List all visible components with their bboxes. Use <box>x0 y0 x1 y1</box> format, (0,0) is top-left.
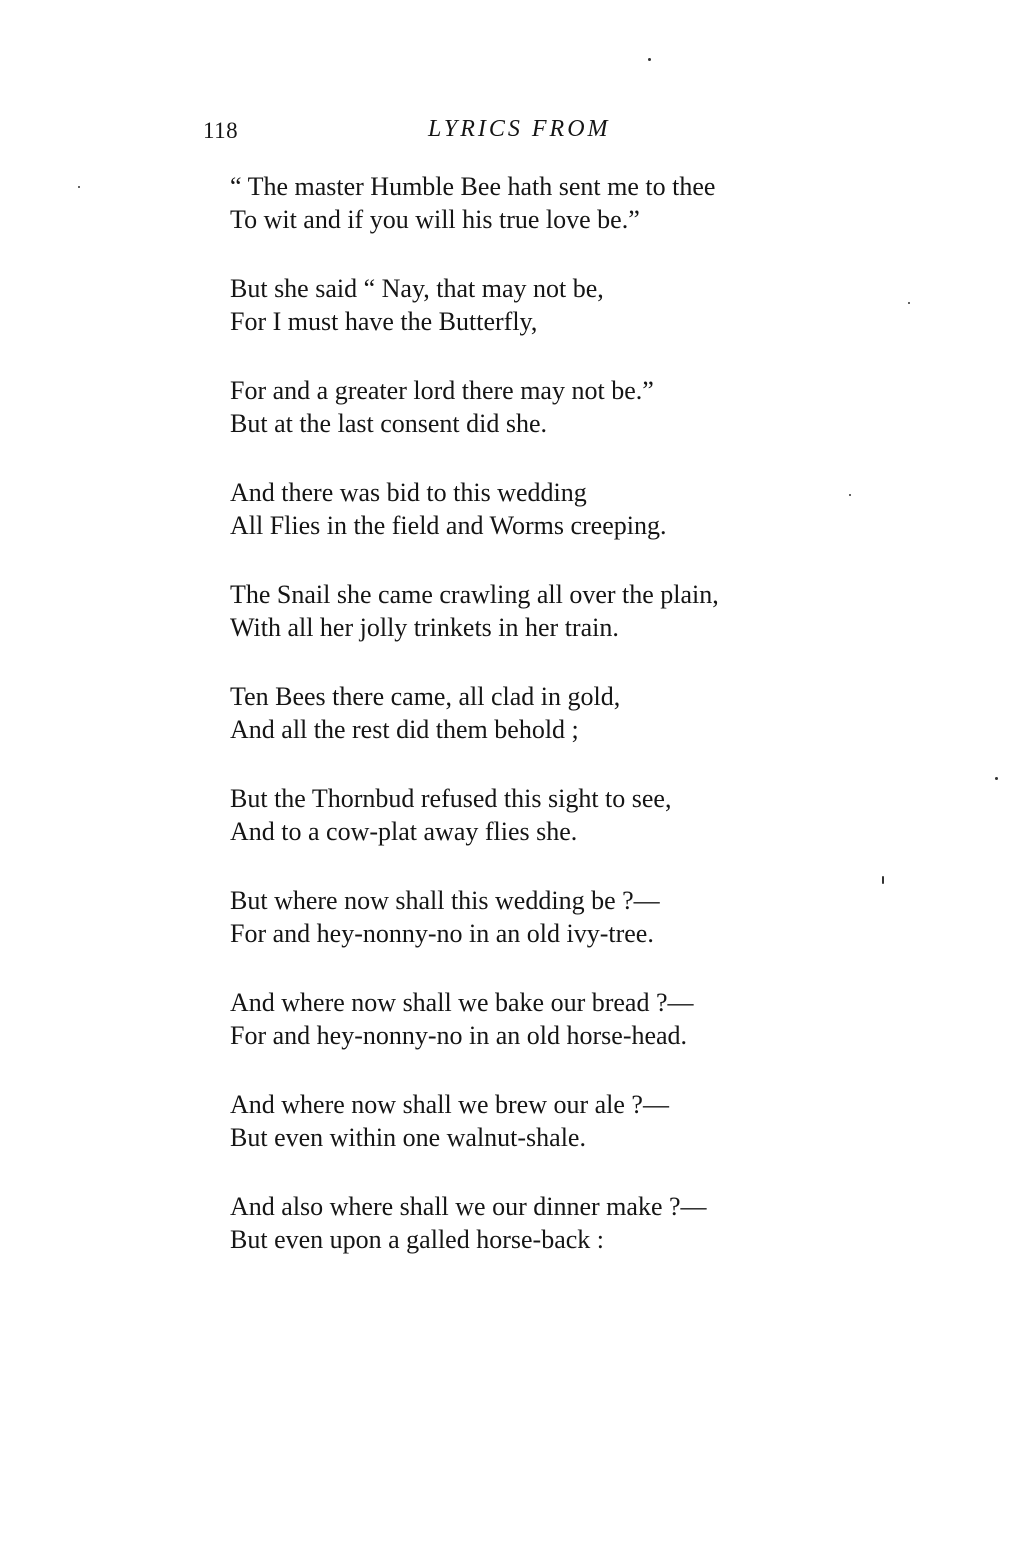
poem-line: For and hey-nonny-no in an old ivy-tree. <box>230 919 654 948</box>
scan-speck <box>908 302 910 304</box>
page-number: 118 <box>203 118 239 143</box>
poem-line: But she said “ Nay, that may not be, <box>230 274 604 303</box>
stanza <box>230 578 870 644</box>
poem-line: But even within one walnut-shale. <box>230 1123 586 1152</box>
poem-line: For and a greater lord there may not be.” <box>230 376 654 405</box>
poem-line: And where now shall we brew our ale ?— <box>230 1090 669 1119</box>
poem-line: With all her jolly trinkets in her train. <box>230 613 619 642</box>
poem-line: But the Thornbud refused this sight to see, <box>230 784 672 813</box>
scan-speck <box>849 494 851 496</box>
stanza <box>230 1088 870 1154</box>
running-head: LYRICS FROM <box>428 116 611 142</box>
scan-speck <box>995 777 998 780</box>
stanza <box>230 374 870 440</box>
scan-speck <box>78 186 80 188</box>
stanza <box>230 170 870 236</box>
poem-line: For I must have the Butterfly, <box>230 307 538 336</box>
scan-speck <box>648 58 651 61</box>
stanza <box>230 782 870 848</box>
poem-line: And there was bid to this wedding <box>230 478 587 507</box>
poem-line: To wit and if you will his true love be.” <box>230 205 640 234</box>
stanza <box>230 986 870 1052</box>
poem-line: “ The master Humble Bee hath sent me to thee <box>230 172 716 201</box>
stanza <box>230 272 870 338</box>
poem-line: All Flies in the field and Worms creeping. <box>230 511 667 540</box>
poem-line: But where now shall this wedding be ?— <box>230 886 660 915</box>
poem-line: And also where shall we our dinner make ?— <box>230 1192 707 1221</box>
stanza <box>230 680 870 746</box>
poem-line: And all the rest did them behold ; <box>230 715 579 744</box>
stanza <box>230 884 870 950</box>
poem-line: The Snail she came crawling all over the plain, <box>230 580 719 609</box>
stanza <box>230 1190 870 1256</box>
poem-line: But at the last consent did she. <box>230 409 548 438</box>
stanza <box>230 476 870 542</box>
poem-line: Ten Bees there came, all clad in gold, <box>230 682 621 711</box>
poem-line: And to a cow-plat away flies she. <box>230 817 578 846</box>
poem-line: And where now shall we bake our bread ?— <box>230 988 694 1017</box>
scan-speck <box>882 876 884 884</box>
poem <box>230 170 870 1292</box>
poem-line: But even upon a galled horse-back : <box>230 1225 604 1254</box>
poem-line: For and hey-nonny-no in an old horse-head. <box>230 1021 688 1050</box>
